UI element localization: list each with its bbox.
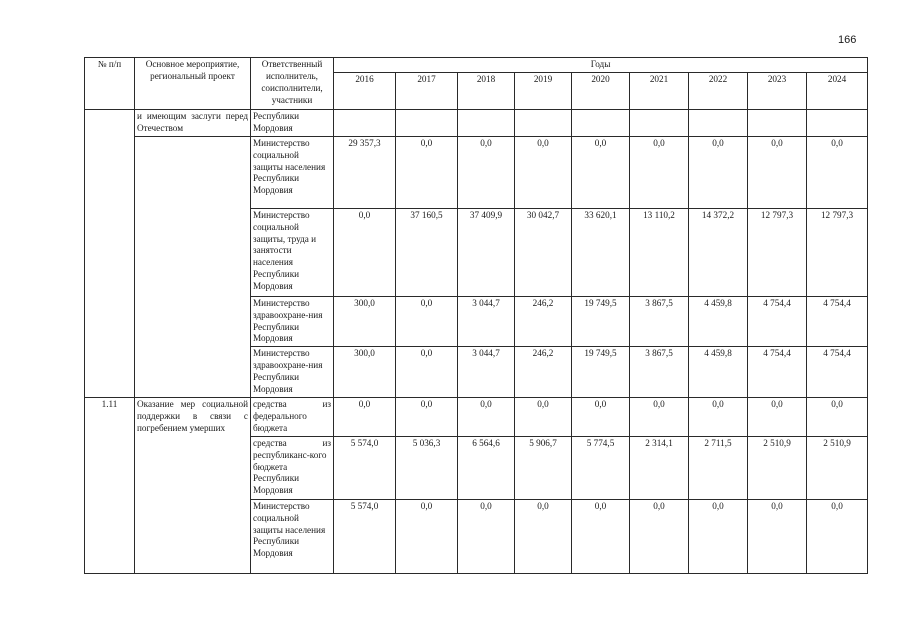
value-cell: 4 459,8 [689, 347, 748, 398]
value-cell: 5 574,0 [334, 436, 396, 499]
executor-cell: Министерство социальной защиты, труда и занятости населения Республики Мордовия [251, 208, 334, 296]
value-cell: 0,0 [807, 499, 868, 573]
value-cell: 37 160,5 [396, 208, 458, 296]
executor-cell: Республики Мордовия [251, 109, 334, 136]
value-cell: 0,0 [458, 499, 515, 573]
executor-cell: Министерство здравоохране-ния Республики Мордовия [251, 296, 334, 347]
value-cell: 3 867,5 [630, 296, 689, 347]
value-cell: 246,2 [515, 296, 572, 347]
value-cell: 300,0 [334, 347, 396, 398]
header-executor: Ответственный исполнитель, соисполнители, участники [251, 58, 334, 110]
year-header: 2019 [515, 72, 572, 109]
year-header: 2024 [807, 72, 868, 109]
value-cell: 0,0 [458, 136, 515, 208]
value-cell [689, 109, 748, 136]
year-header: 2023 [748, 72, 807, 109]
value-cell: 0,0 [334, 397, 396, 436]
value-cell: 0,0 [515, 136, 572, 208]
header-years: Годы [334, 58, 868, 73]
header-num: № п/п [85, 58, 135, 110]
table-row [85, 136, 868, 208]
value-cell: 4 754,4 [748, 347, 807, 398]
value-cell: 0,0 [572, 499, 630, 573]
value-cell: 300,0 [334, 296, 396, 347]
value-cell: 0,0 [396, 136, 458, 208]
value-cell [515, 109, 572, 136]
value-cell: 6 564,6 [458, 436, 515, 499]
value-cell: 29 357,3 [334, 136, 396, 208]
table-row [85, 109, 868, 136]
value-cell: 0,0 [572, 136, 630, 208]
value-cell: 2 510,9 [748, 436, 807, 499]
value-cell: 0,0 [458, 397, 515, 436]
table-row [85, 397, 868, 436]
value-cell: 0,0 [748, 136, 807, 208]
value-cell: 0,0 [748, 499, 807, 573]
value-cell: 30 042,7 [515, 208, 572, 296]
value-cell: 0,0 [630, 397, 689, 436]
value-cell: 0,0 [572, 397, 630, 436]
value-cell: 0,0 [807, 136, 868, 208]
value-cell: 4 754,4 [807, 296, 868, 347]
value-cell: 14 372,2 [689, 208, 748, 296]
value-cell: 4 754,4 [748, 296, 807, 347]
value-cell: 0,0 [748, 397, 807, 436]
value-cell: 0,0 [630, 499, 689, 573]
value-cell: 0,0 [515, 397, 572, 436]
event-cell: Оказание мер социальной поддержки в связи с погребением умерших [135, 397, 251, 573]
value-cell: 19 749,5 [572, 296, 630, 347]
value-cell: 19 749,5 [572, 347, 630, 398]
year-header: 2017 [396, 72, 458, 109]
value-cell: 0,0 [630, 136, 689, 208]
value-cell: 2 510,9 [807, 436, 868, 499]
value-cell: 0,0 [396, 397, 458, 436]
value-cell: 0,0 [396, 347, 458, 398]
value-cell: 13 110,2 [630, 208, 689, 296]
year-header: 2016 [334, 72, 396, 109]
event-cell: и имеющим заслуги перед Отечеством [135, 109, 251, 136]
value-cell [748, 109, 807, 136]
value-cell [807, 109, 868, 136]
value-cell: 2 314,1 [630, 436, 689, 499]
year-header: 2022 [689, 72, 748, 109]
page-number: 166 [838, 34, 857, 46]
value-cell: 3 044,7 [458, 347, 515, 398]
value-cell: 0,0 [689, 499, 748, 573]
value-cell: 2 711,5 [689, 436, 748, 499]
value-cell: 5 906,7 [515, 436, 572, 499]
value-cell: 0,0 [396, 499, 458, 573]
executor-cell: средства из федерального бюджета [251, 397, 334, 436]
executor-cell: Министерство социальной защиты населения Республики Мордовия [251, 499, 334, 573]
value-cell: 12 797,3 [807, 208, 868, 296]
event-cell-empty [135, 136, 251, 397]
value-cell: 5 574,0 [334, 499, 396, 573]
value-cell: 246,2 [515, 347, 572, 398]
budget-table [84, 57, 868, 574]
value-cell [396, 109, 458, 136]
value-cell: 4 754,4 [807, 347, 868, 398]
value-cell: 3 867,5 [630, 347, 689, 398]
year-header: 2018 [458, 72, 515, 109]
value-cell: 0,0 [396, 296, 458, 347]
value-cell: 37 409,9 [458, 208, 515, 296]
value-cell: 0,0 [689, 136, 748, 208]
value-cell: 12 797,3 [748, 208, 807, 296]
value-cell [572, 109, 630, 136]
row-number-cell: 1.11 [85, 397, 135, 573]
value-cell [458, 109, 515, 136]
year-header: 2021 [630, 72, 689, 109]
value-cell: 0,0 [334, 208, 396, 296]
value-cell: 0,0 [689, 397, 748, 436]
executor-cell: Министерство социальной защиты населения Республики Мордовия [251, 136, 334, 208]
value-cell: 3 044,7 [458, 296, 515, 347]
executor-cell: средства из республиканс-кого бюджета Республики Мордовия [251, 436, 334, 499]
value-cell: 33 620,1 [572, 208, 630, 296]
value-cell: 0,0 [515, 499, 572, 573]
executor-cell: Министерство здравоохране-ния Республики Мордовия [251, 347, 334, 398]
value-cell: 5 036,3 [396, 436, 458, 499]
value-cell: 0,0 [807, 397, 868, 436]
row-number-cell [85, 109, 135, 397]
value-cell [630, 109, 689, 136]
value-cell [334, 109, 396, 136]
value-cell: 4 459,8 [689, 296, 748, 347]
year-header: 2020 [572, 72, 630, 109]
value-cell: 5 774,5 [572, 436, 630, 499]
header-event: Основное мероприятие, региональный проект [135, 58, 251, 110]
